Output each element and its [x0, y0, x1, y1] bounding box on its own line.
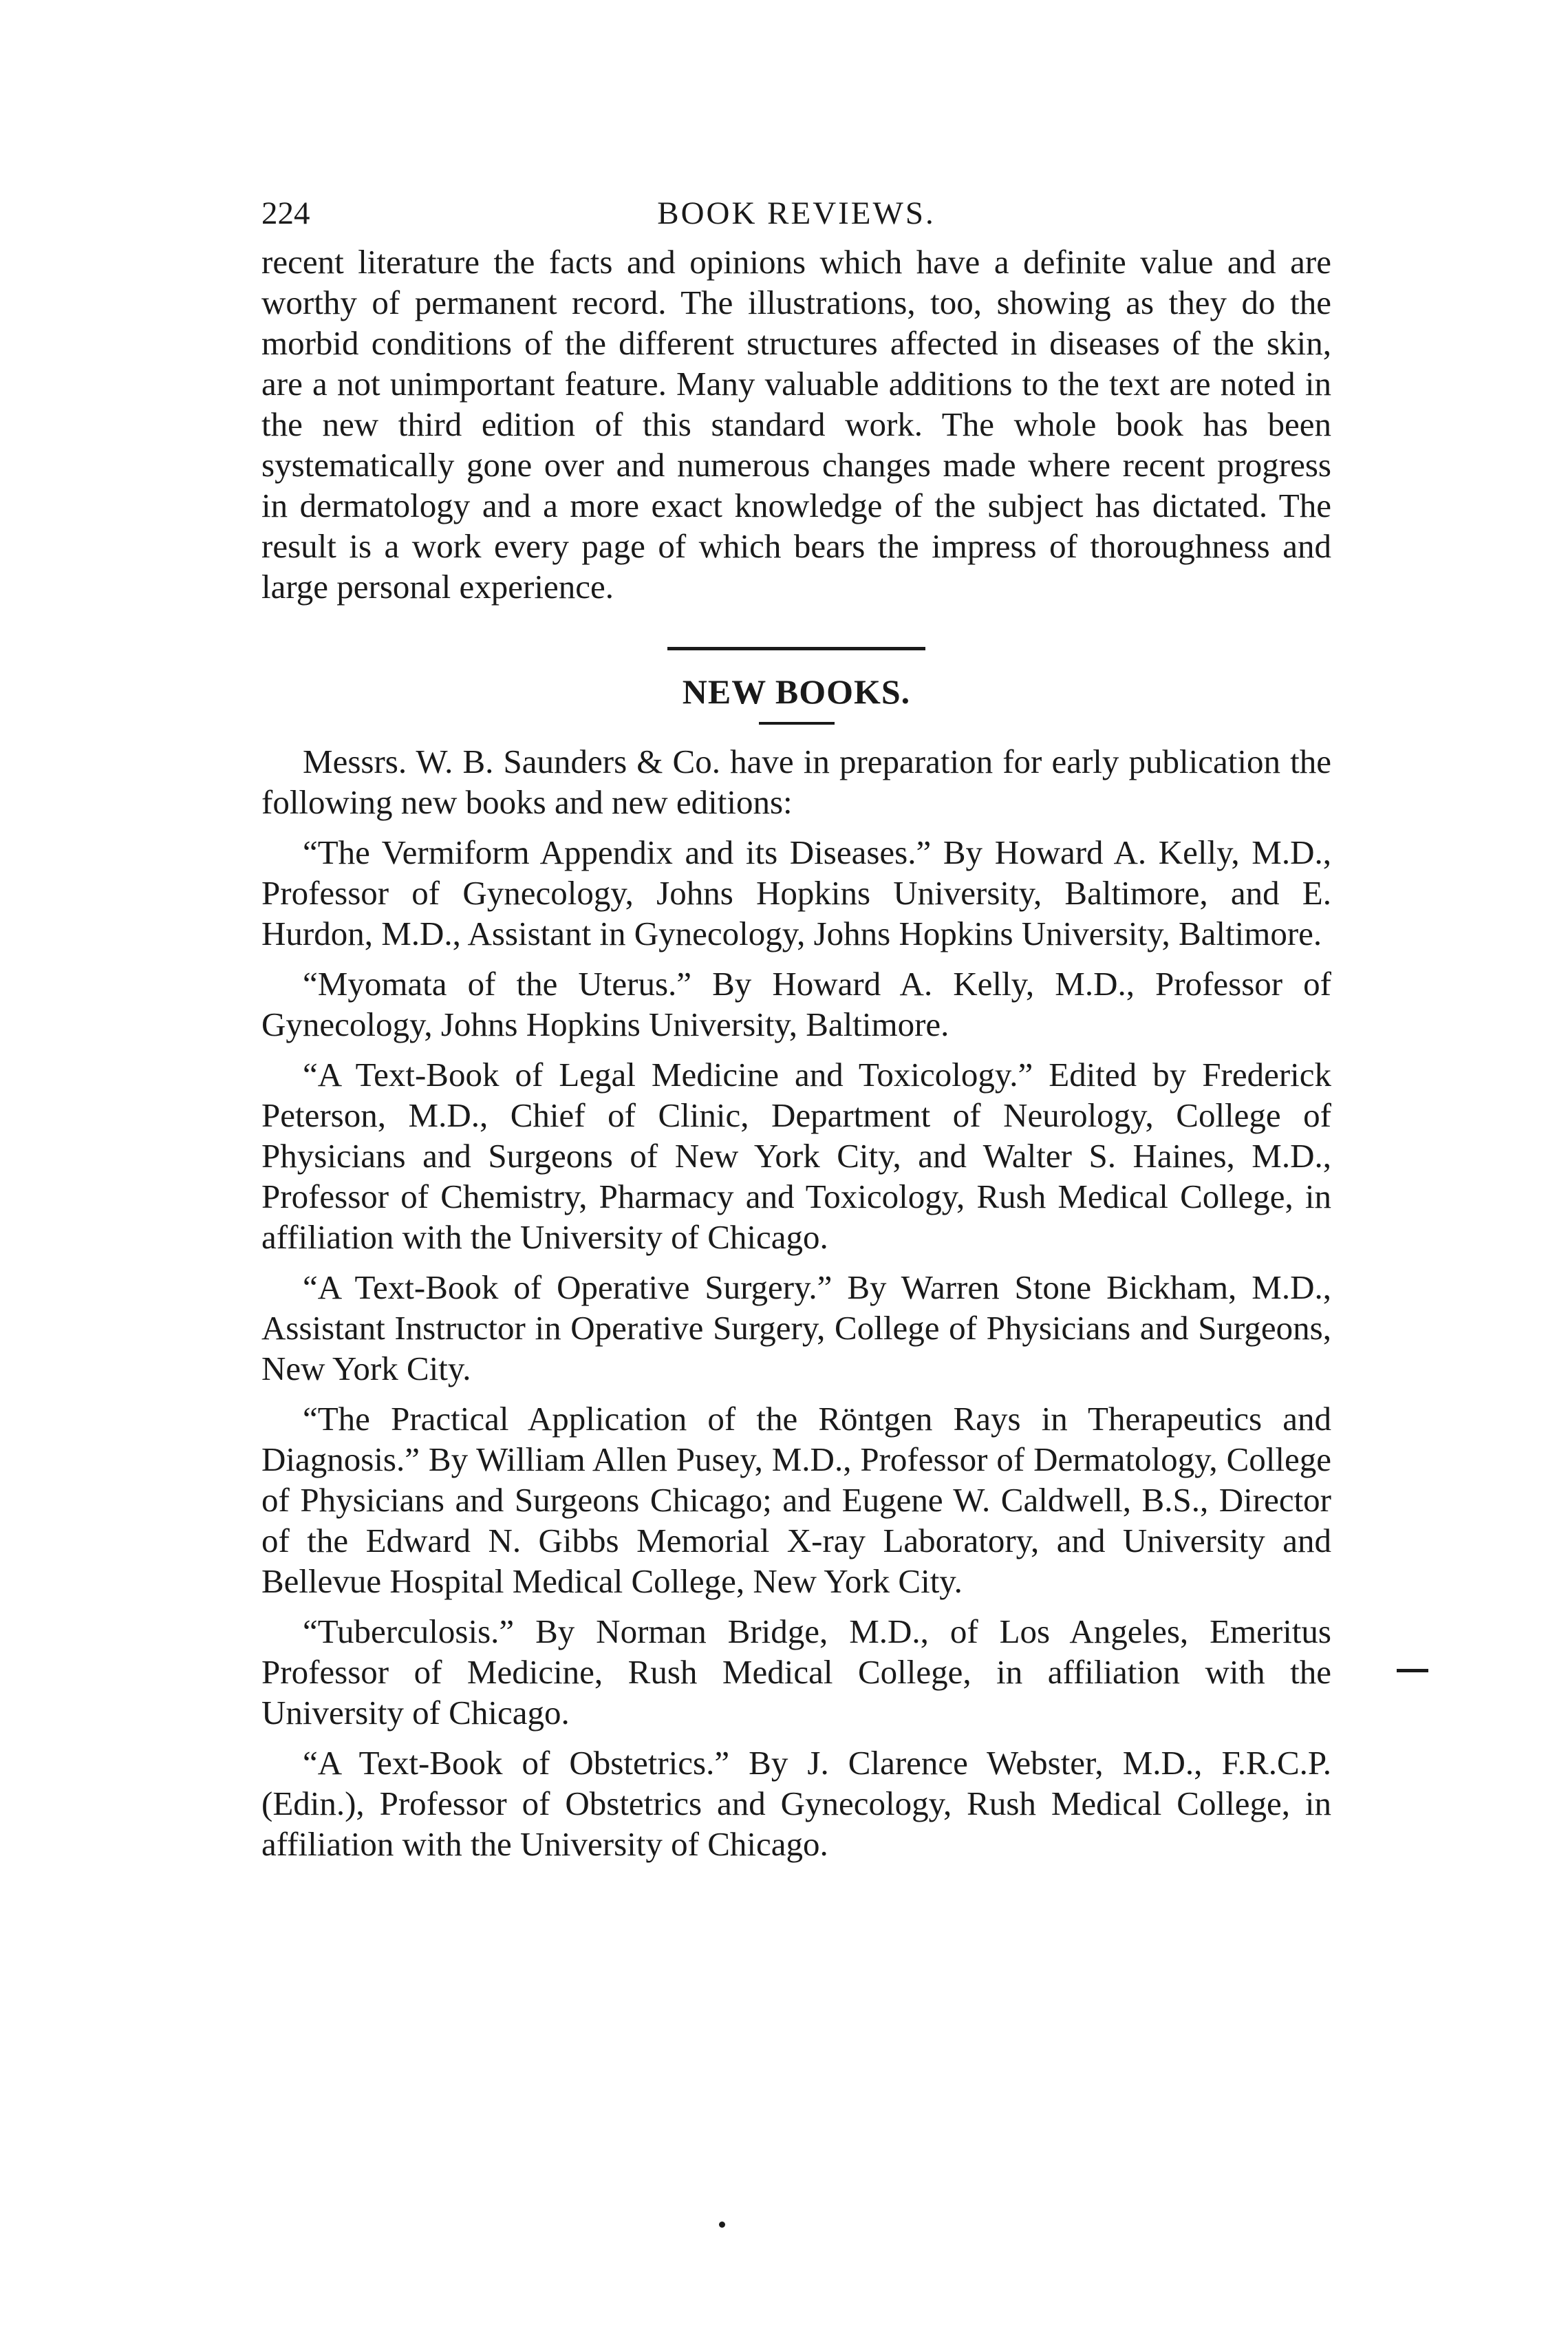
section-title: NEW BOOKS. [682, 672, 911, 711]
margin-dash-mark [1397, 1669, 1428, 1672]
book-entry: “Myomata of the Uterus.” By Howard A. Kelly, M.D., Professor of Gynecology, Johns Hopkins University, Baltimore. [261, 965, 1331, 1043]
intro-paragraph: Messrs. W. B. Saunders & Co. have in preparation for early publication the following new books and new editions: [261, 743, 1331, 821]
book-entry: “A Text-Book of Operative Surgery.” By Warren Stone Bickham, M.D., Assistant Instructor in Operative Surgery, College of Physicians and Surgeons, New York City. [261, 1268, 1331, 1387]
page-number: 224 [261, 195, 310, 231]
book-entry: “The Practical Application of the Röntgen Rays in Therapeutics and Diagnosis.” By William Allen Pusey, M.D., Professor of Dermatology, College of Physicians and Surgeons Chicago; and Eugene W. Caldwell, B.S., Director of the Edward N. Gibbs Memorial X-ray Laboratory, and University and Bellevue Hospital Medical College, New York City. [261, 1400, 1331, 1600]
book-page [261, 189, 1331, 1864]
book-entry: “A Text-Book of Legal Medicine and Toxicology.” Edited by Frederick Peterson, M.D., Chief of Clinic, Department of Neurology, College of Physicians and Surgeons of New York City, and Walter S. Haines, M.D., Professor of Chemistry, Pharmacy and Toxicology, Rush Medical College, in affiliation with the University of Chicago. [261, 1056, 1331, 1256]
book-entry: “A Text-Book of Obstetrics.” By J. Clarence Webster, M.D., F.R.C.P. (Edin.), Professor of Obstetrics and Gynecology, Rush Medical College, in affiliation with the University of Chicago. [261, 1744, 1331, 1863]
title-underline [759, 722, 835, 725]
book-entry: “Tuberculosis.” By Norman Bridge, M.D., of Los Angeles, Emeritus Professor of Medicine, Rush Medical College, in affiliation with the University of Chicago. [261, 1612, 1331, 1732]
section-divider [667, 647, 925, 650]
running-title: BOOK REVIEWS. [657, 195, 936, 231]
review-continuation-paragraph: recent literature the facts and opinions which have a definite value and are worthy of permanent record. The illustrations, too, showing as they do the morbid conditions of the different structures affected in diseases of the skin, are a not unimportant feature. Many valuable additions to the text are noted in the new third edition of this standard work. The whole book has been systematically gone over and numerous changes made where recent progress in dermatology and a more exact knowledge of the subject has dictated. The result is a work every page of which bears the impress of thoroughness and large personal experience. [261, 243, 1331, 606]
margin-dot-mark [719, 2222, 725, 2228]
book-entry: “The Vermiform Appendix and its Diseases.” By Howard A. Kelly, M.D., Professor of Gynecology, Johns Hopkins University, Baltimore, and E. Hurdon, M.D., Assistant in Gynecology, Johns Hopkins University, Baltimore. [261, 833, 1331, 952]
page-header [261, 189, 1331, 237]
